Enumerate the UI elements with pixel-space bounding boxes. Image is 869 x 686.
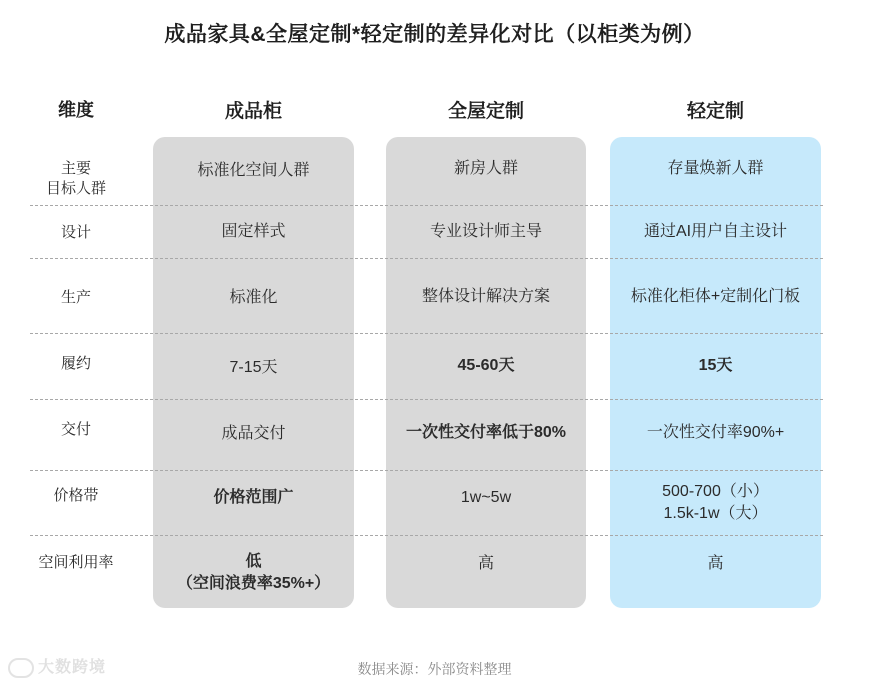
cell-design-whole-house: 专业设计师主导 (429, 223, 542, 240)
row-label-production: 生产 (60, 289, 91, 306)
header-finished-cabinet: 成品柜 (224, 101, 282, 122)
row-label-space-utilization: 空间利用率 (38, 554, 114, 571)
cell-price-whole-house: 1w~5w (460, 489, 512, 506)
header-light-custom: 轻定制 (686, 101, 744, 122)
cell-target-whole-house: 新房人群 (453, 160, 518, 177)
row-label-design: 设计 (60, 224, 91, 241)
cell-design-light: 通过AI用户自主设计 (643, 223, 788, 240)
cell-delivery-finished: 成品交付 (221, 425, 286, 442)
row-separator (30, 333, 823, 334)
watermark-text: 大数跨境 (38, 659, 107, 676)
cell-delivery-light: 一次性交付率90%+ (646, 424, 785, 441)
header-whole-house-custom: 全屋定制 (447, 101, 524, 122)
row-separator (30, 399, 823, 400)
cell-target-light: 存量焕新人群 (667, 160, 764, 177)
row-separator (30, 535, 823, 536)
row-label-fulfillment: 履约 (60, 355, 91, 372)
header-dimension: 维度 (58, 100, 94, 120)
row-label-price-range: 价格带 (53, 487, 99, 504)
source-note: 数据来源：外部资料整理 (357, 661, 512, 677)
cell-delivery-whole-house: 一次性交付率低于80% (405, 424, 567, 441)
cell-fulfillment-whole-house: 45-60天 (457, 357, 515, 374)
row-label-target-group: 主要 目标人群 (45, 160, 106, 197)
cell-price-finished: 价格范围广 (213, 489, 294, 506)
cell-target-finished: 标准化空间人群 (197, 162, 310, 179)
cell-space-light: 高 (707, 555, 724, 572)
cell-space-whole-house: 高 (477, 555, 494, 572)
cell-production-whole-house: 整体设计解决方案 (421, 288, 550, 305)
cell-production-light: 标准化柜体+定制化门板 (630, 288, 801, 305)
row-separator (30, 258, 823, 259)
row-separator (30, 470, 823, 471)
cell-design-finished: 固定样式 (221, 223, 286, 240)
cell-space-finished: 低 （空间浪费率35%+） (176, 553, 331, 592)
row-separator (30, 205, 823, 206)
cell-fulfillment-light: 15天 (698, 357, 733, 374)
chart-title: 成品家具&全屋定制*轻定制的差异化对比（以柜类为例） (164, 23, 705, 46)
row-label-delivery: 交付 (60, 421, 91, 438)
cell-price-light: 500-700（小） 1.5k-1w（大） (662, 483, 769, 522)
cell-production-finished: 标准化 (229, 289, 278, 306)
cell-fulfillment-finished: 7-15天 (229, 359, 278, 376)
